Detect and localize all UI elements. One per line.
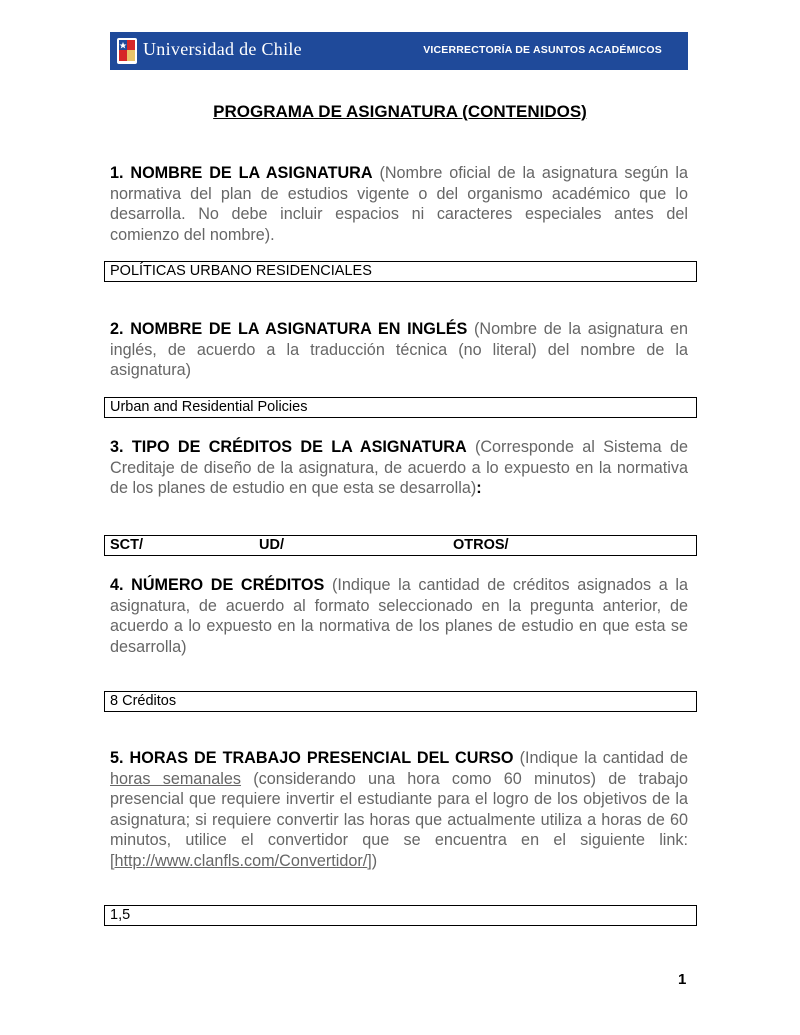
section-1-value-box: [104, 261, 697, 282]
section-1-text: [110, 163, 688, 245]
university-crest-icon: [116, 37, 138, 65]
university-name: Universidad de Chile: [143, 39, 302, 59]
credit-type-otros: OTROS/: [453, 537, 509, 553]
section-5-heading: 5. HORAS DE TRABAJO PRESENCIAL DEL CURSO: [110, 749, 514, 767]
section-4-value-box: [104, 691, 697, 712]
document-title: PROGRAMA DE ASIGNATURA (CONTENIDOS): [213, 102, 587, 121]
section-2-description: (Nombre de la asignatura en inglés, de acuerdo a la traducción técnica (no literal) del nombre de la asignatura): [110, 320, 688, 379]
section-4-heading: 4. NÚMERO DE CRÉDITOS: [110, 576, 325, 594]
section-2-heading: 2. NOMBRE DE LA ASIGNATURA EN INGLÉS: [110, 320, 468, 338]
section-5-value-box: [104, 905, 697, 926]
section-1-heading: 1. NOMBRE DE LA ASIGNATURA: [110, 164, 373, 182]
credit-type-ud: UD/: [259, 537, 284, 553]
section-5-description-a: (Indique la cantidad de: [513, 749, 688, 767]
section-2-text: [110, 319, 688, 381]
converter-link[interactable]: http://www.clanfls.com/Convertidor/: [114, 851, 368, 870]
section-4-description: (Indique la cantidad de créditos asignados a la asignatura, de acuerdo al formato seleccionado en la pregunta anterior, de acuerdo a lo expuesto en la normativa de los planes de estudio en que esta se desarrolla): [110, 576, 688, 656]
section-3-value-box: [104, 535, 697, 556]
section-3-text: [110, 437, 688, 499]
institution-header-bar: [110, 32, 688, 70]
section-5-description-c: ]): [367, 851, 378, 870]
credits-value: 8 Créditos: [110, 693, 177, 709]
weekly-hours-emphasis: horas semanales: [110, 769, 242, 788]
section-3-heading: 3. TIPO DE CRÉDITOS DE LA ASIGNATURA: [110, 438, 467, 456]
section-3-description: (Corresponde al Sistema de Creditaje de diseño de la asignatura, de acuerdo a lo expuesto en la normativa de los planes de estudio en que esta se desarrolla): [110, 438, 688, 497]
department-name: VICERRECTORÍA DE ASUNTOS ACADÉMICOS: [423, 44, 662, 56]
course-name-value: POLÍTICAS URBANO RESIDENCIALES: [110, 263, 372, 279]
section-5-text: [110, 748, 688, 871]
page-number: 1: [678, 971, 687, 988]
section-4-text: [110, 575, 688, 657]
section-3-colon: :: [476, 479, 482, 497]
section-5-description-b: (considerando una hora como 60 minutos) de trabajo presencial que requiere invertir el estudiante para el logro de los objetivos de la asignatura; si requiere convertir las horas que actualmente utiliza a horas de 60 minutos, utilice el convertidor que se encuentra en el siguiente link: [: [110, 769, 688, 870]
credit-type-sct: SCT/: [110, 537, 144, 553]
section-2-value-box: [104, 397, 697, 418]
section-1-description: (Nombre oficial de la asignatura según la normativa del plan de estudios vigente o del organismo académico que lo desarrolla. No debe incluir espacios ni caracteres especiales antes del comienzo del nombre).: [110, 164, 689, 244]
weekly-hours-value: 1,5: [110, 907, 131, 923]
course-name-english-value: Urban and Residential Policies: [110, 399, 308, 415]
